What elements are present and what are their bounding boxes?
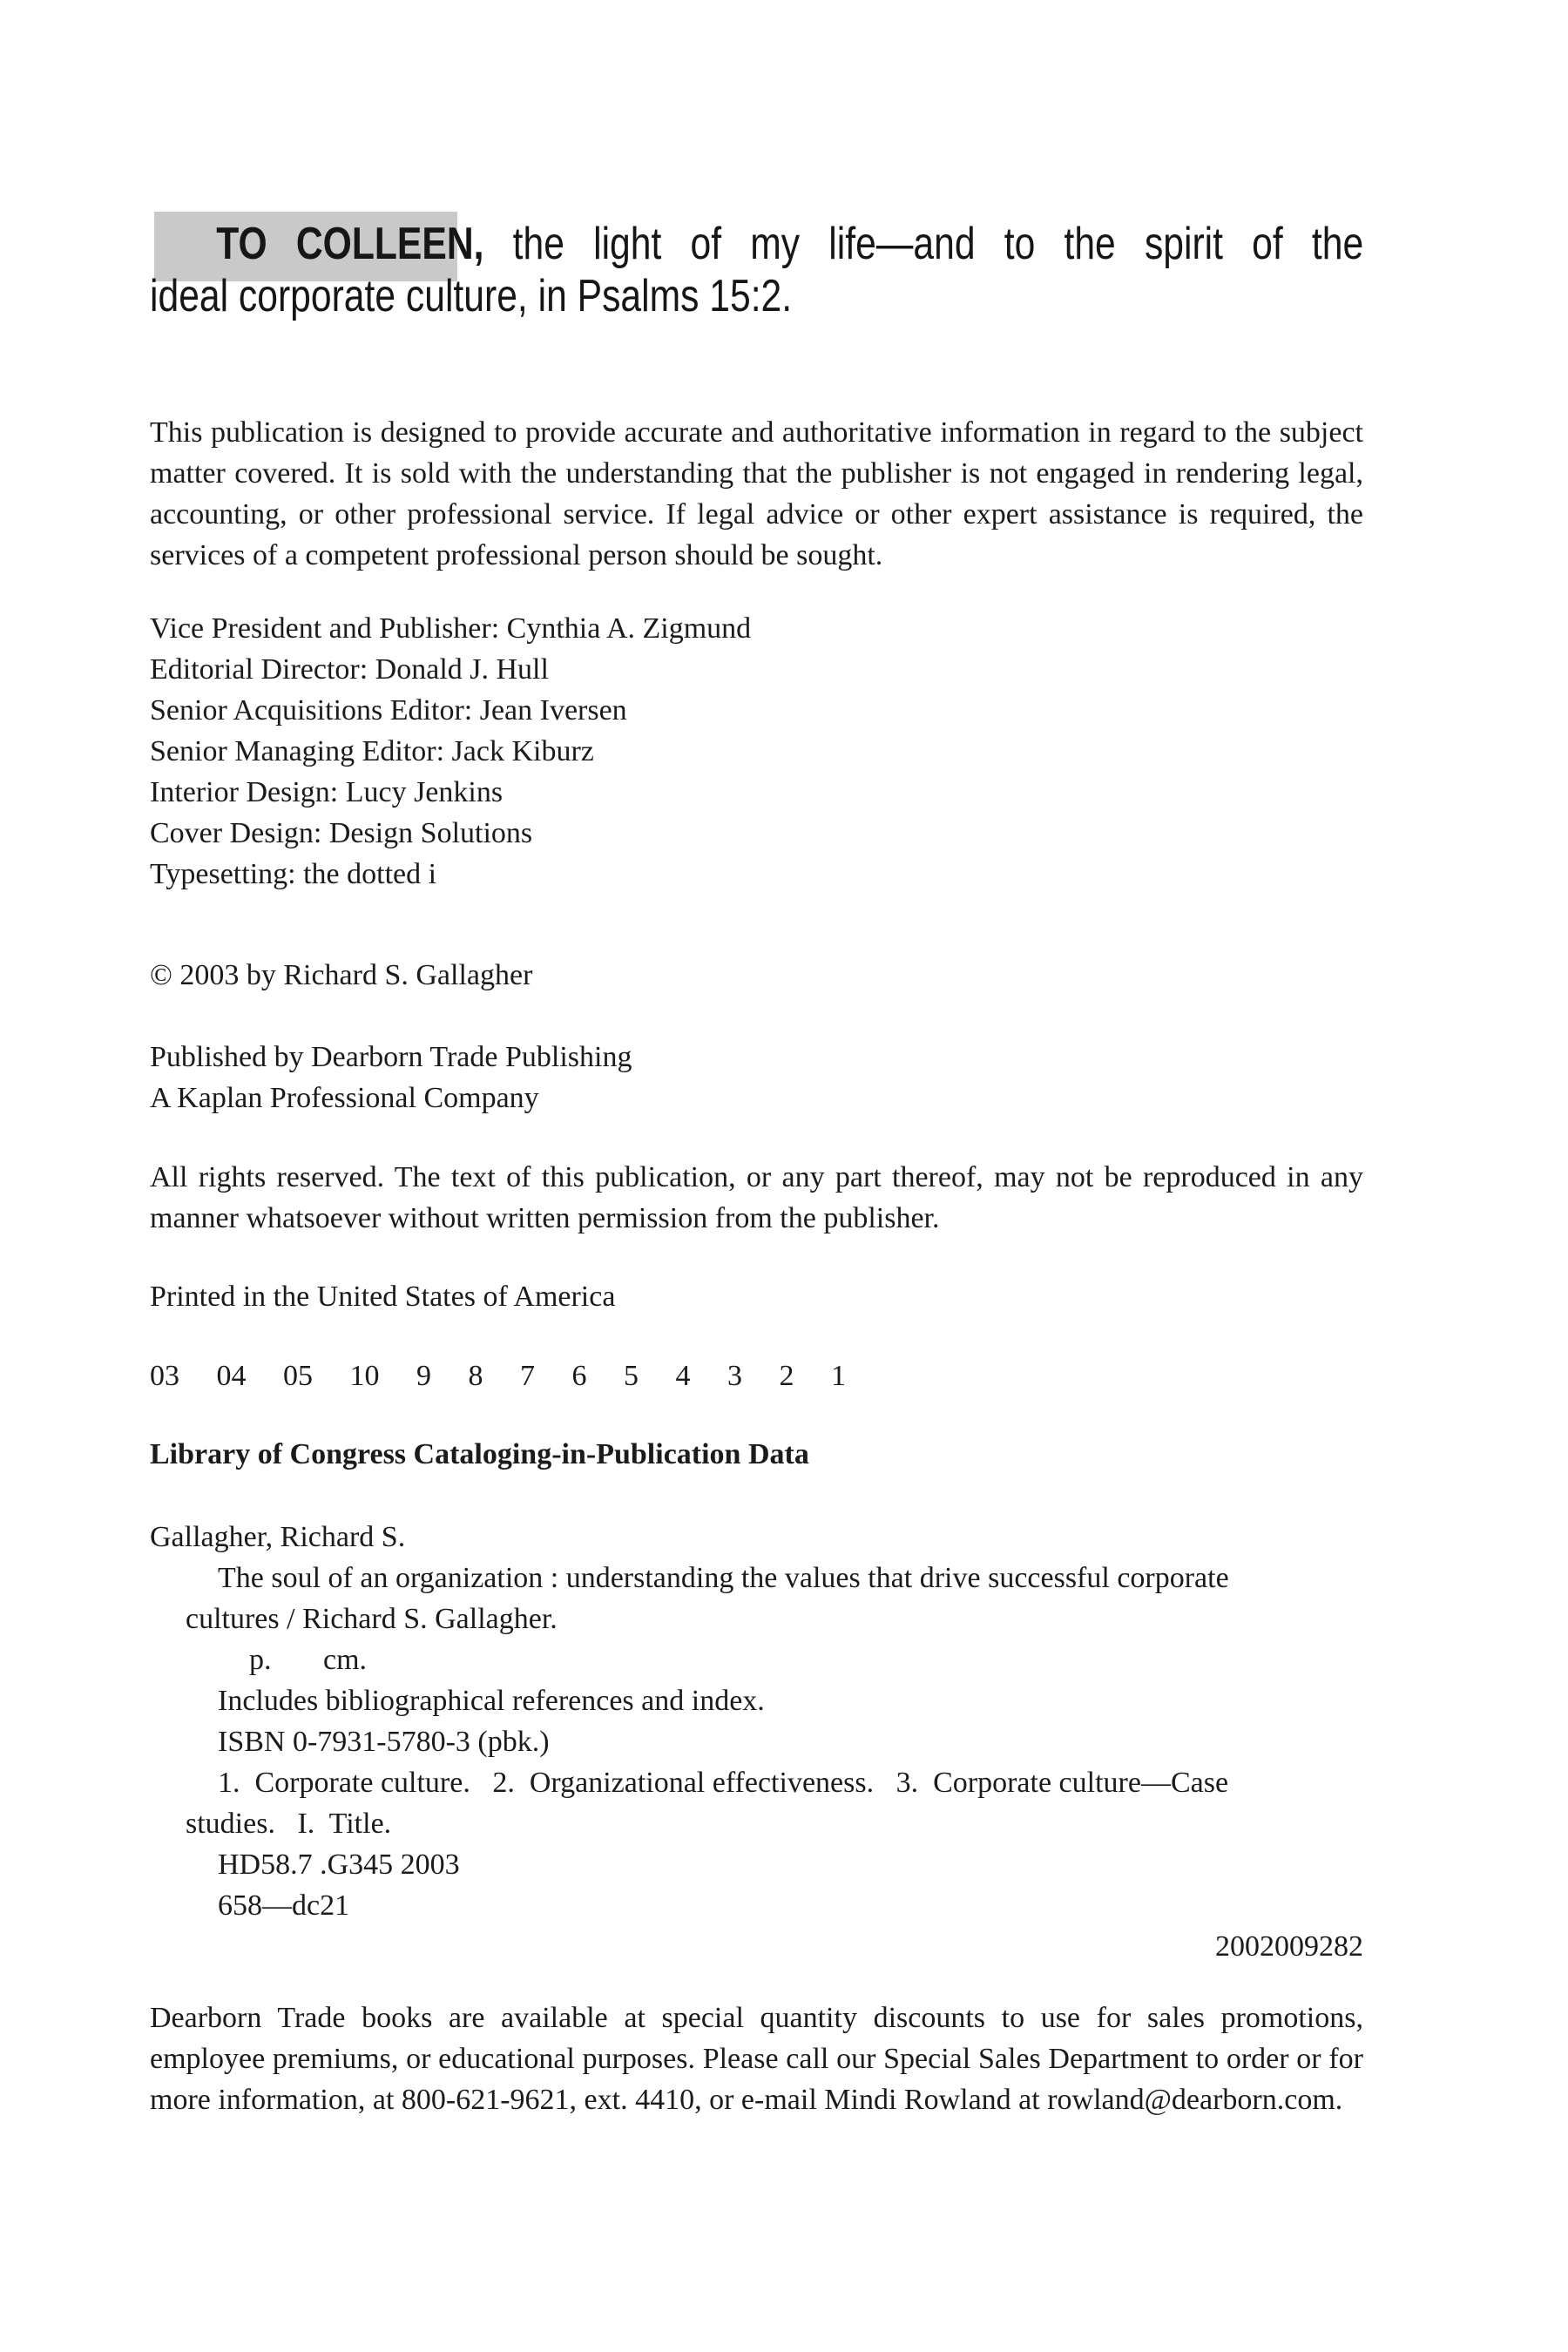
cip-subjects-line: 1. Corporate culture. 2. Organizational effectiveness. 3. Corporate culture—Case — [218, 1767, 1229, 1799]
cip-block — [150, 1517, 1363, 1967]
cip-isbn-line: ISBN 0-7931-5780-3 (pbk.) — [218, 1726, 550, 1758]
dedication-line-2: ideal corporate culture, in Psalms 15:2. — [150, 271, 793, 321]
cip-author-line: Gallagher, Richard S. — [150, 1521, 406, 1553]
cip-references-line: Includes bibliographical references and index. — [218, 1685, 765, 1717]
printed-in-line: Printed in the United States of America — [150, 1281, 616, 1313]
disclaimer-paragraph: This publication is designed to provide accurate and authoritative information in regard to the subject matter covered. It is sold with the understanding that the publisher is not engaged in rendering legal, accounting, or other professional service. If legal advice or other expert assistance is required, the services of a competent professional person should be sought. — [150, 416, 1363, 571]
printing-numbers-line: 03 04 05 10 9 8 7 6 5 4 3 2 1 — [150, 1360, 846, 1392]
publisher-block — [150, 1037, 1363, 1119]
cip-subjects-line-2: studies. I. Title. — [186, 1808, 392, 1840]
credit-line-interior-design: Interior Design: Lucy Jenkins — [150, 776, 504, 808]
dedication-line-1-rest: the light of my life—and to the spirit of the — [483, 219, 1364, 269]
credit-line-publisher: Vice President and Publisher: Cynthia A. Zigmund — [150, 612, 752, 645]
cip-dewey-line: 658—dc21 — [218, 1889, 350, 1922]
credits-list — [150, 608, 1363, 895]
copyright-line: © 2003 by Richard S. Gallagher — [150, 959, 533, 991]
publisher-line-2: A Kaplan Professional Company — [150, 1082, 539, 1114]
credit-line-managing-editor: Senior Managing Editor: Jack Kiburz — [150, 735, 594, 767]
credit-line-editorial-director: Editorial Director: Donald J. Hull — [150, 653, 549, 686]
publisher-line-1: Published by Dearborn Trade Publishing — [150, 1041, 632, 1073]
credit-line-acquisitions-editor: Senior Acquisitions Editor: Jean Iversen — [150, 694, 627, 727]
credit-line-cover-design: Cover Design: Design Solutions — [150, 817, 533, 849]
dedication-line-1 — [150, 218, 1363, 270]
loc-cataloging-heading: Library of Congress Cataloging-in-Publication Data — [150, 1438, 809, 1470]
sales-note-paragraph: Dearborn Trade books are available at special quantity discounts to use for sales promotions, employee premiums, or educational purposes. Please call our Special Sales Department to order or for more information, at 800-621-9621, ext. 4410, or e-mail Mindi Rowland at rowland@dearborn.com. — [150, 2002, 1363, 2116]
cip-title-line: The soul of an organization : understanding the values that drive successful corporate — [218, 1562, 1229, 1594]
dedication-name: TO COLLEEN, — [216, 219, 484, 269]
cip-call-number-line: HD58.7 .G345 2003 — [218, 1848, 460, 1881]
rights-paragraph: All rights reserved. The text of this publication, or any part thereof, may not be reproduced in any manner whatsoever without written permission from the publisher. — [150, 1161, 1363, 1234]
cip-title-line-2: cultures / Richard S. Gallagher. — [186, 1603, 558, 1635]
dedication — [150, 218, 1363, 322]
cip-pagination-line: p. cm. — [249, 1644, 368, 1676]
credit-line-typesetting: Typesetting: the dotted i — [150, 858, 437, 890]
cip-control-number: 2002009282 — [1215, 1930, 1363, 1963]
